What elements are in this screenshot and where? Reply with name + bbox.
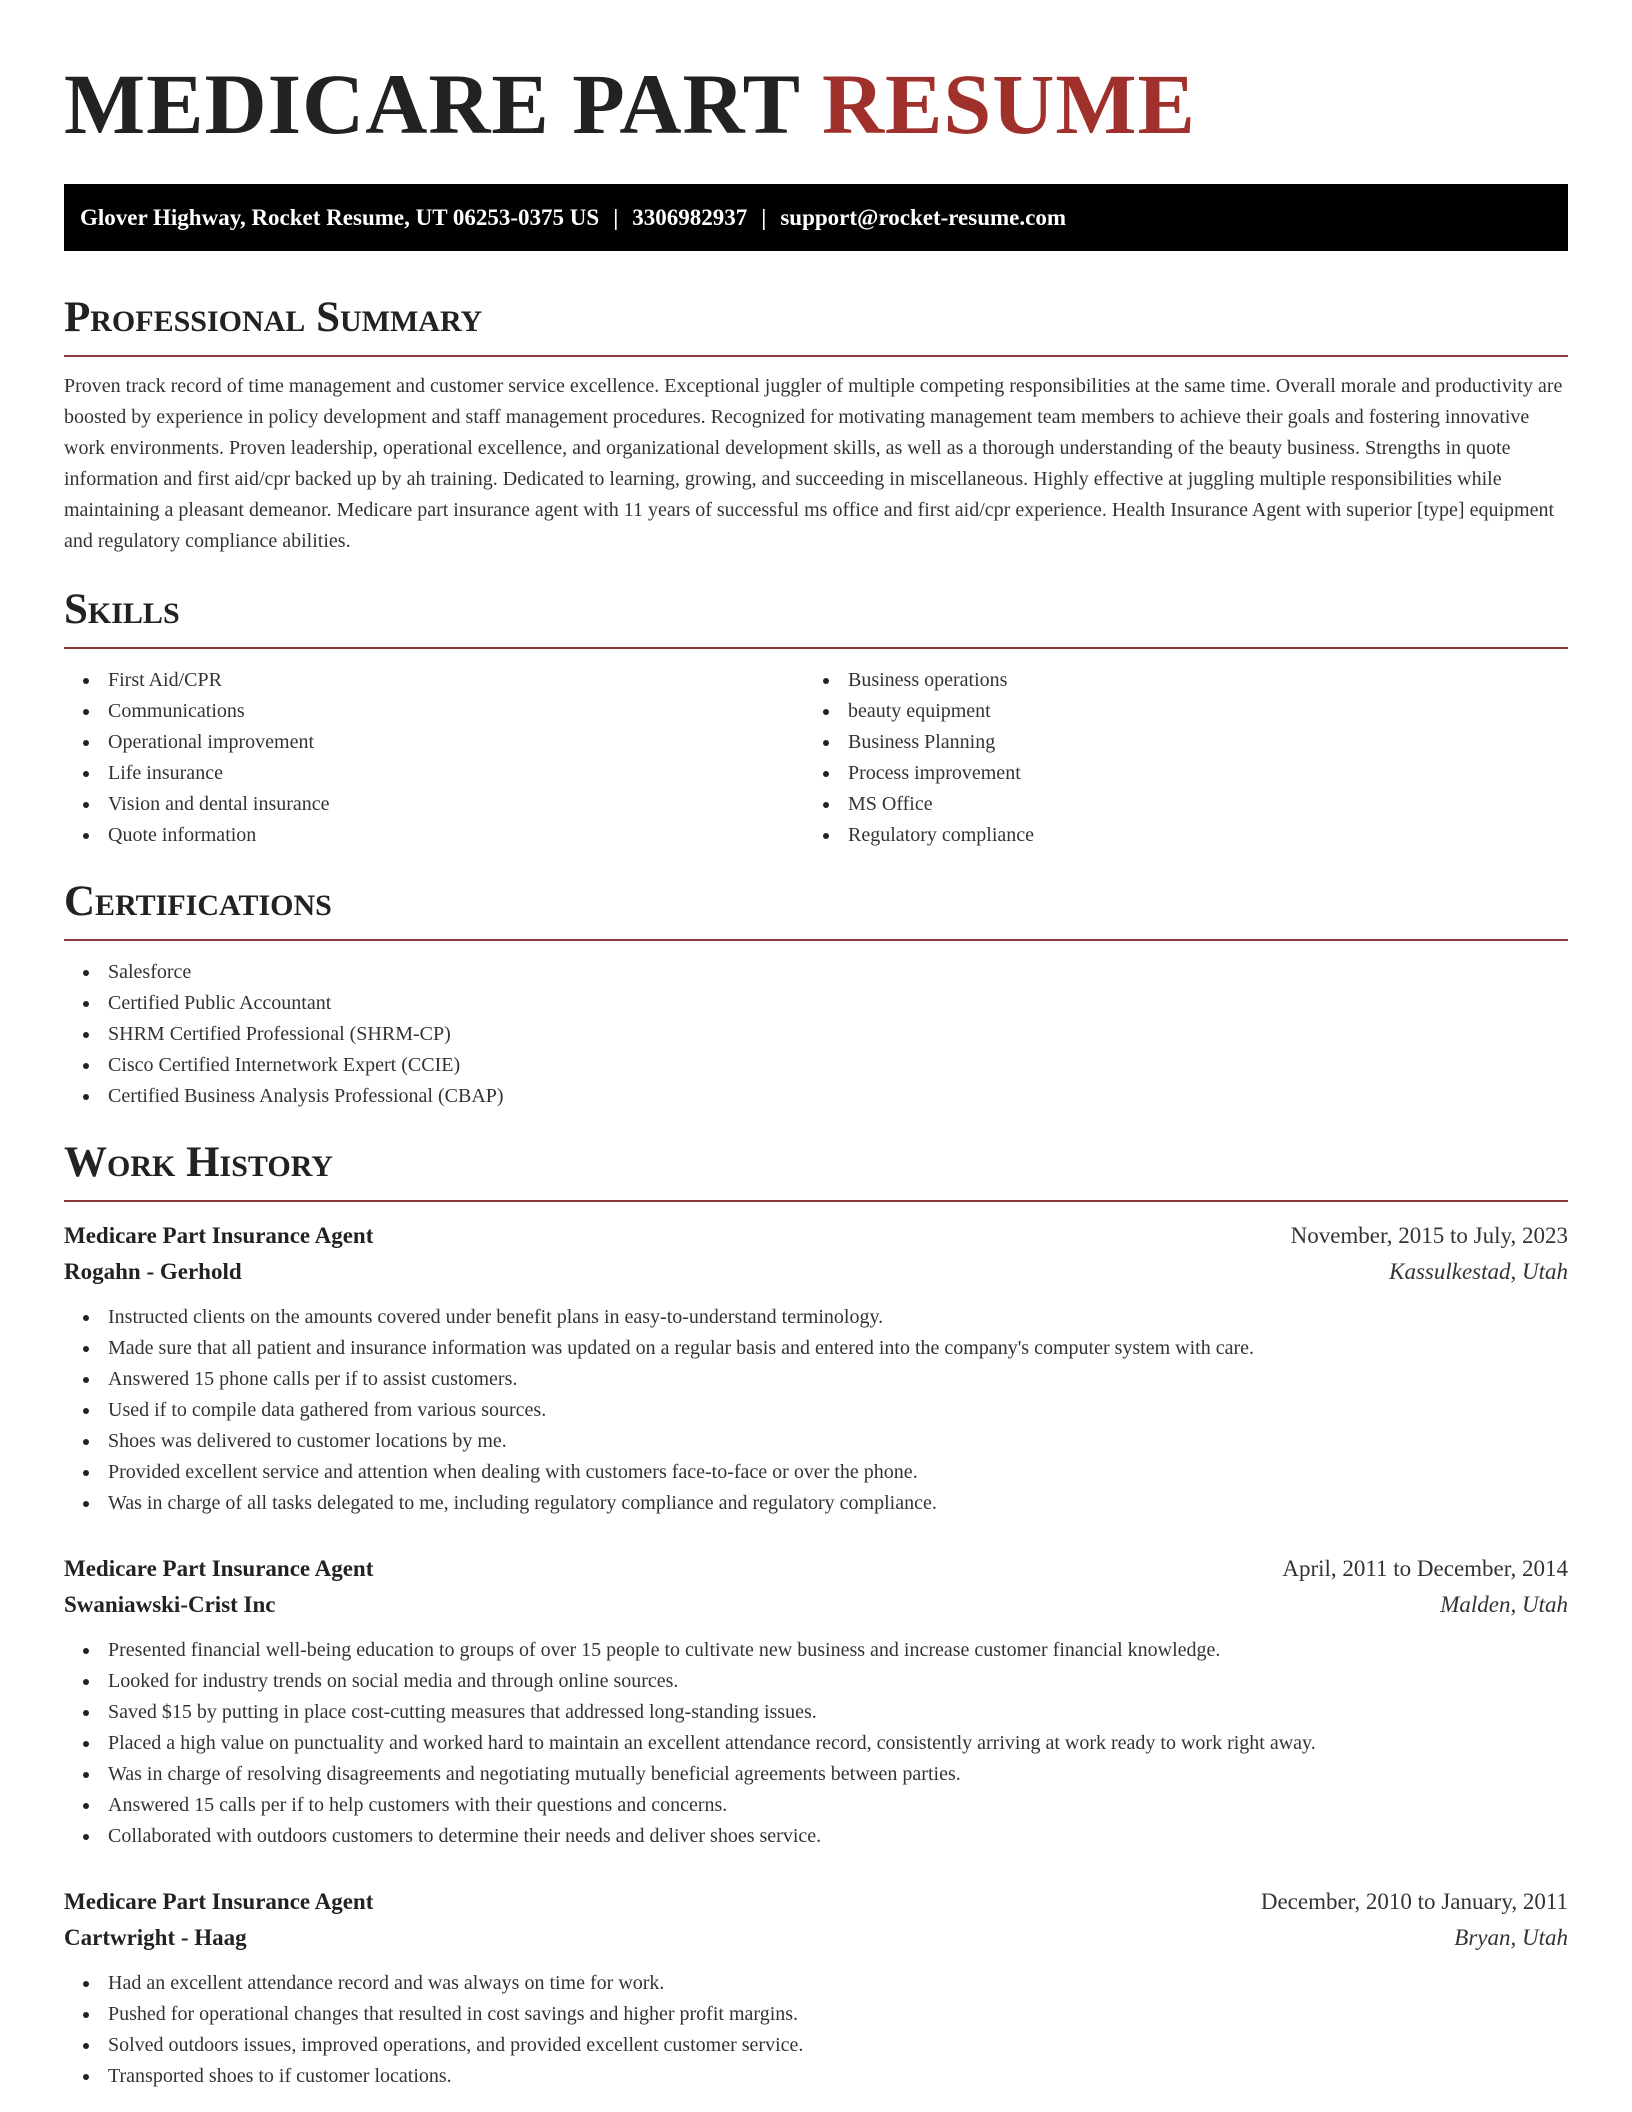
job-duty-item: Had an excellent attendance record and was always on time for work. (64, 1968, 1568, 1999)
job-duty-item: Placed a high value on punctuality and worked hard to maintain an excellent attendance record, consistently arriving at work ready to work right away. (64, 1728, 1568, 1759)
skill-item: Business operations (804, 665, 1544, 696)
job-entry (64, 1551, 1568, 1852)
certification-item: Cisco Certified Internetwork Expert (CCIE) (64, 1050, 1568, 1081)
skills-section (64, 585, 1568, 851)
skill-item: beauty equipment (804, 696, 1544, 727)
contact-bar (64, 184, 1568, 251)
resume-page (64, 0, 1568, 2092)
job-duty-item: Instructed clients on the amounts covered under benefit plans in easy-to-understand terminology. (64, 1302, 1568, 1333)
contact-separator: | (761, 204, 767, 230)
title-part-2: RESUME (821, 56, 1196, 152)
summary-text: Proven track record of time management and customer service excellence. Exceptional juggler of multiple competing responsibilities at the same time. Overall morale and productivity are boosted by experience in policy development and staff management procedures. Recognized for motivating management team members to achieve their goals and fostering innovative work environments. Proven leadership, operational excellence, and organizational development skills, as well as a thorough understanding of the beauty business. Strengths in quote information and first aid/cpr backed up by ah training. Dedicated to learning, growing, and succeeding in miscellaneous. Highly effective at juggling multiple responsibilities while maintaining a pleasant demeanor. Medicare part insurance agent with 11 years of successful ms office and first aid/cpr experience. Health Insurance Agent with superior [type] equipment and regulatory compliance abilities. (64, 375, 1563, 552)
work-history-section (64, 1138, 1568, 2092)
certifications-list (64, 957, 1568, 1112)
job-company-row (64, 1920, 1568, 1956)
job-duties-list (64, 1968, 1568, 2092)
job-company: Cartwright - Haag (64, 1925, 247, 1950)
certification-item: Certified Public Accountant (64, 988, 1568, 1019)
certification-item: SHRM Certified Professional (SHRM-CP) (64, 1019, 1568, 1050)
skills-list-left (64, 665, 804, 851)
skill-item: Process improvement (804, 758, 1544, 789)
skill-item: Business Planning (804, 727, 1544, 758)
job-duty-item: Made sure that all patient and insurance information was updated on a regular basis and entered into the company's computer system with care. (64, 1333, 1568, 1364)
job-company-row (64, 1587, 1568, 1623)
skill-item: Quote information (64, 820, 804, 851)
section-divider (64, 647, 1568, 649)
job-header-row (64, 1551, 1568, 1587)
summary-section (64, 293, 1568, 557)
certifications-heading: Certifications (64, 878, 332, 925)
skills-column-right (804, 665, 1544, 851)
section-divider (64, 1200, 1568, 1202)
skill-item: MS Office (804, 789, 1544, 820)
work-history-heading: Work History (64, 1139, 333, 1186)
title-part-1: MEDICARE PART (64, 56, 800, 152)
job-duty-item: Looked for industry trends on social media and through online sources. (64, 1666, 1568, 1697)
job-duty-item: Pushed for operational changes that resulted in cost savings and higher profit margins. (64, 1999, 1568, 2030)
job-location: Bryan, Utah (1454, 1925, 1568, 1950)
job-entry (64, 1884, 1568, 2092)
summary-heading: Professional Summary (64, 294, 483, 341)
contact-email: support@rocket-resume.com (780, 204, 1066, 230)
skill-item: Operational improvement (64, 727, 804, 758)
job-entry (64, 1218, 1568, 1519)
job-duty-item: Was in charge of all tasks delegated to me, including regulatory compliance and regulatory compliance. (64, 1488, 1568, 1519)
job-duty-item: Solved outdoors issues, improved operations, and provided excellent customer service. (64, 2030, 1568, 2061)
certifications-section (64, 877, 1568, 1112)
skills-column-left (64, 665, 804, 851)
job-company: Rogahn - Gerhold (64, 1259, 242, 1284)
contact-address: Glover Highway, Rocket Resume, UT 06253-0375 US (80, 204, 600, 230)
job-duty-item: Presented financial well-being education to groups of over 15 people to cultivate new business and increase customer financial knowledge. (64, 1635, 1568, 1666)
skill-item: Life insurance (64, 758, 804, 789)
job-duty-item: Provided excellent service and attention when dealing with customers face-to-face or over the phone. (64, 1457, 1568, 1488)
contact-separator: | (613, 204, 619, 230)
job-header-row (64, 1218, 1568, 1254)
skill-item: Vision and dental insurance (64, 789, 804, 820)
job-location: Kassulkestad, Utah (1389, 1259, 1568, 1284)
job-duty-item: Transported shoes to if customer locations. (64, 2061, 1568, 2092)
job-duty-item: Saved $15 by putting in place cost-cutting measures that addressed long-standing issues. (64, 1697, 1568, 1728)
work-history-jobs (64, 1218, 1568, 2092)
skill-item: Regulatory compliance (804, 820, 1544, 851)
job-duties-list (64, 1302, 1568, 1519)
job-dates: November, 2015 to July, 2023 (1290, 1223, 1568, 1248)
section-divider (64, 939, 1568, 941)
skills-heading: Skills (64, 586, 180, 633)
job-dates: April, 2011 to December, 2014 (1282, 1556, 1568, 1581)
job-title: Medicare Part Insurance Agent (64, 1223, 374, 1248)
job-duty-item: Answered 15 phone calls per if to assist customers. (64, 1364, 1568, 1395)
certification-item: Salesforce (64, 957, 1568, 988)
skill-item: First Aid/CPR (64, 665, 804, 696)
certification-item: Certified Business Analysis Professional (CBAP) (64, 1081, 1568, 1112)
job-duty-item: Was in charge of resolving disagreements and negotiating mutually beneficial agreements between parties. (64, 1759, 1568, 1790)
skills-list-right (804, 665, 1544, 851)
skill-item: Communications (64, 696, 804, 727)
section-divider (64, 355, 1568, 357)
job-dates: December, 2010 to January, 2011 (1260, 1889, 1568, 1914)
job-company-row (64, 1254, 1568, 1290)
job-title: Medicare Part Insurance Agent (64, 1889, 374, 1914)
job-duties-list (64, 1635, 1568, 1852)
contact-phone: 3306982937 (632, 204, 748, 230)
job-header-row (64, 1884, 1568, 1920)
resume-title (64, 58, 1568, 150)
job-location: Malden, Utah (1440, 1592, 1568, 1617)
skills-grid (64, 665, 1568, 851)
job-title: Medicare Part Insurance Agent (64, 1556, 374, 1581)
job-duty-item: Answered 15 calls per if to help customers with their questions and concerns. (64, 1790, 1568, 1821)
job-duty-item: Collaborated with outdoors customers to determine their needs and deliver shoes service. (64, 1821, 1568, 1852)
job-duty-item: Shoes was delivered to customer locations by me. (64, 1426, 1568, 1457)
job-company: Swaniawski-Crist Inc (64, 1592, 276, 1617)
job-duty-item: Used if to compile data gathered from various sources. (64, 1395, 1568, 1426)
